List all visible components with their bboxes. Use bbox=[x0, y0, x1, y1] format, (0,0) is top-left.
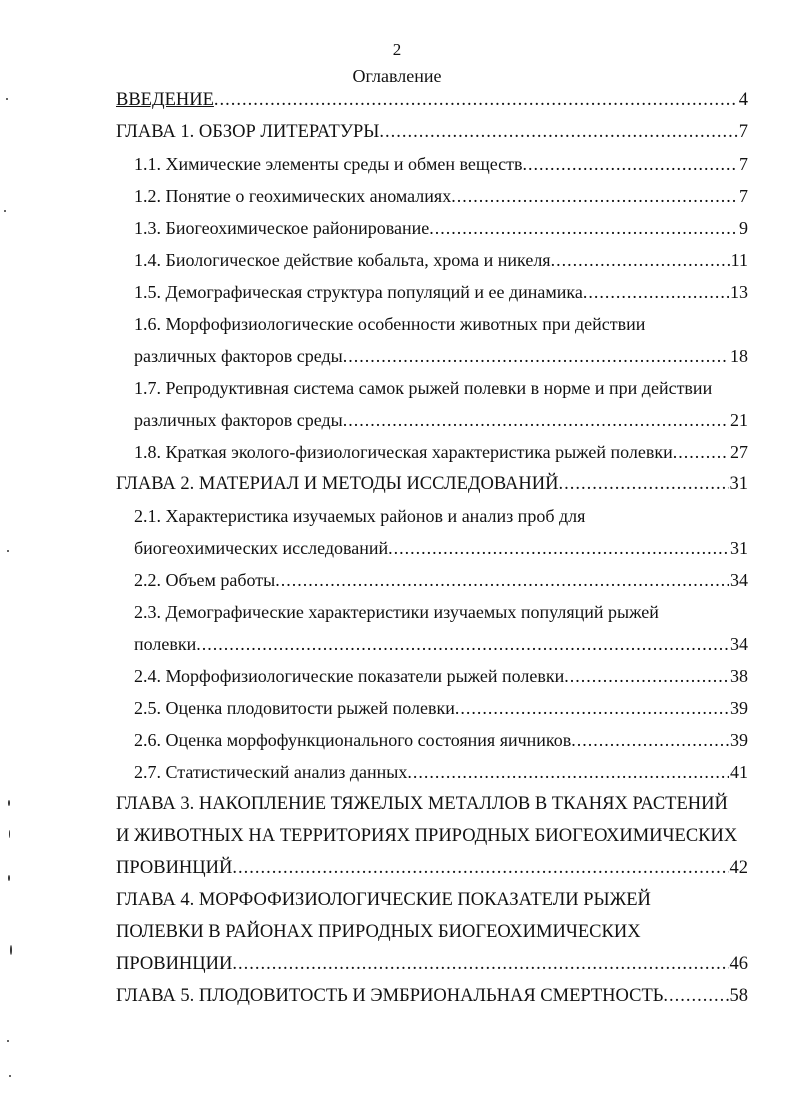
toc-entry-page: 11 bbox=[730, 250, 748, 270]
leader-dots bbox=[673, 436, 729, 468]
toc-entry-page: 4 bbox=[738, 90, 748, 110]
toc-entry-label: 2.6. Оценка морфофункционального состояния яичников bbox=[134, 730, 572, 750]
leader-dots bbox=[343, 404, 729, 436]
scan-speck bbox=[6, 98, 8, 100]
scan-speck bbox=[8, 875, 10, 881]
leader-dots bbox=[232, 852, 728, 884]
toc-entry-label-line1: 2.1. Характеристика изучаемых районов и анализ проб для bbox=[134, 506, 586, 526]
leader-dots bbox=[388, 532, 729, 564]
toc-entry-label: различных факторов среды bbox=[134, 346, 343, 366]
toc-entry-chapter-5[interactable] bbox=[116, 980, 748, 1012]
toc-entry-label-line1: 2.3. Демографические характеристики изучаемых популяций рыжей bbox=[134, 602, 659, 622]
leader-dots bbox=[214, 84, 738, 116]
scan-speck bbox=[7, 1040, 9, 1042]
toc-entry-page: 13 bbox=[730, 282, 748, 302]
toc-entry-page: 21 bbox=[730, 410, 748, 430]
toc-entry-1-6[interactable] bbox=[134, 308, 748, 372]
toc-entry-page: 7 bbox=[739, 186, 748, 206]
leader-dots bbox=[558, 468, 728, 500]
toc-entry-page: 34 bbox=[730, 634, 748, 654]
toc-entry-page: 39 bbox=[730, 698, 748, 718]
toc-entry-label: 2.5. Оценка плодовитости рыжей полевки bbox=[134, 698, 455, 718]
toc-entry-2-7[interactable] bbox=[134, 756, 748, 788]
scan-speck bbox=[10, 945, 12, 955]
toc-entry-label: ГЛАВА 2. МАТЕРИАЛ И МЕТОДЫ ИССЛЕДОВАНИЙ bbox=[116, 474, 559, 494]
toc-entry-label: 2.4. Морфофизиологические показатели рыжей полевки bbox=[134, 666, 565, 686]
toc-entry-page: 38 bbox=[730, 666, 748, 686]
toc-entry-page: 7 bbox=[739, 154, 748, 174]
leader-dots bbox=[196, 628, 729, 660]
toc-entry-label: полевки bbox=[134, 634, 197, 654]
toc-entry-introduction[interactable] bbox=[116, 84, 748, 116]
toc-entry-page: 41 bbox=[730, 762, 748, 782]
leader-dots bbox=[564, 660, 729, 692]
toc-entry-2-4[interactable] bbox=[134, 660, 748, 692]
scan-speck bbox=[7, 550, 9, 552]
leader-dots bbox=[551, 244, 730, 276]
leader-dots bbox=[455, 692, 729, 724]
toc-entry-page: 9 bbox=[739, 218, 748, 238]
toc-entry-label: 1.5. Демографическая структура популяций и ее динамика bbox=[134, 282, 583, 302]
toc-entry-label: 1.2. Понятие о геохимических аномалиях bbox=[134, 186, 452, 206]
toc-entry-label: 1.3. Биогеохимическое районирование bbox=[134, 218, 430, 238]
leader-dots bbox=[429, 212, 738, 244]
toc-entry-page: 7 bbox=[738, 122, 748, 142]
toc-entry-chapter-1[interactable] bbox=[116, 116, 748, 148]
toc-entry-1-4[interactable] bbox=[134, 244, 748, 276]
toc-entry-page: 18 bbox=[730, 346, 748, 366]
toc-entry-page: 58 bbox=[729, 986, 748, 1006]
leader-dots bbox=[571, 724, 729, 756]
leader-dots bbox=[379, 116, 737, 148]
toc-entry-page: 39 bbox=[730, 730, 748, 750]
toc-entry-2-6[interactable] bbox=[134, 724, 748, 756]
leader-dots bbox=[663, 980, 728, 1012]
toc-entry-2-2[interactable] bbox=[134, 564, 748, 596]
scan-speck bbox=[9, 1075, 11, 1077]
toc-entry-1-5[interactable] bbox=[134, 276, 748, 308]
toc-entry-1-3[interactable] bbox=[134, 212, 748, 244]
toc-entry-label: 1.1. Химические элементы среды и обмен веществ bbox=[134, 154, 523, 174]
toc-entry-label: ПРОВИНЦИИ bbox=[116, 954, 233, 974]
toc-entry-label-line1: 1.7. Репродуктивная система самок рыжей полевки в норме и при действии bbox=[134, 378, 713, 398]
toc-entry-label: ВВЕДЕНИЕ bbox=[116, 90, 214, 110]
toc-entry-page: 46 bbox=[729, 954, 748, 974]
toc-entry-1-7[interactable] bbox=[134, 372, 748, 436]
toc-entry-label: ГЛАВА 5. ПЛОДОВИТОСТЬ И ЭМБРИОНАЛЬНАЯ СМЕРТНОСТЬ bbox=[116, 986, 664, 1006]
leader-dots bbox=[232, 948, 728, 980]
toc-entry-2-5[interactable] bbox=[134, 692, 748, 724]
toc-entry-label: биогеохимических исследований bbox=[134, 538, 389, 558]
toc-entry-page: 34 bbox=[730, 570, 748, 590]
toc-entry-label-line2: И ЖИВОТНЫХ НА ТЕРРИТОРИЯХ ПРИРОДНЫХ БИОГЕОХИМИЧЕСКИХ bbox=[116, 826, 738, 846]
toc-title: Оглавление bbox=[352, 66, 442, 86]
toc-entry-2-1[interactable] bbox=[134, 500, 748, 564]
toc-entry-page: 27 bbox=[730, 442, 748, 462]
toc-entry-label: 2.7. Статистический анализ данных bbox=[134, 762, 408, 782]
leader-dots bbox=[523, 148, 738, 180]
leader-dots bbox=[275, 564, 729, 596]
toc-entry-label: 1.4. Биологическое действие кобальта, хрома и никеля bbox=[134, 250, 551, 270]
leader-dots bbox=[407, 756, 729, 788]
toc-entry-1-2[interactable] bbox=[134, 180, 748, 212]
toc-entry-label: различных факторов среды bbox=[134, 410, 343, 430]
page-number: 2 bbox=[392, 40, 402, 59]
leader-dots bbox=[583, 276, 729, 308]
toc-entry-label-line1: ГЛАВА 4. МОРФОФИЗИОЛОГИЧЕСКИЕ ПОКАЗАТЕЛИ РЫЖЕЙ bbox=[116, 890, 651, 910]
toc-entry-label-line1: ГЛАВА 3. НАКОПЛЕНИЕ ТЯЖЕЛЫХ МЕТАЛЛОВ В ТКАНЯХ РАСТЕНИЙ bbox=[116, 794, 728, 814]
toc-entry-1-8[interactable] bbox=[134, 436, 748, 468]
toc-entry-label: 1.8. Краткая эколого-физиологическая характеристика рыжей полевки bbox=[134, 442, 673, 462]
scan-speck bbox=[8, 800, 10, 806]
toc-entry-label-line1: 1.6. Морфофизиологические особенности животных при действии bbox=[134, 314, 646, 334]
leader-dots bbox=[343, 340, 729, 372]
toc-entry-page: 31 bbox=[729, 474, 748, 494]
toc-entry-label-line2: ПОЛЕВКИ В РАЙОНАХ ПРИРОДНЫХ БИОГЕОХИМИЧЕСКИХ bbox=[116, 922, 641, 942]
toc-entry-page: 42 bbox=[729, 858, 748, 878]
leader-dots bbox=[451, 180, 738, 212]
toc-entry-label: 2.2. Объем работы bbox=[134, 570, 276, 590]
toc-entry-label: ГЛАВА 1. ОБЗОР ЛИТЕРАТУРЫ bbox=[116, 122, 380, 142]
toc-entry-2-3[interactable] bbox=[134, 596, 748, 660]
toc-entry-chapter-4[interactable] bbox=[116, 884, 748, 980]
toc-entry-chapter-2[interactable] bbox=[116, 468, 748, 500]
scan-speck bbox=[4, 210, 6, 212]
toc-entry-chapter-3[interactable] bbox=[116, 788, 748, 884]
toc-entry-1-1[interactable] bbox=[134, 148, 748, 180]
scan-speck bbox=[9, 830, 10, 838]
toc-entry-label: ПРОВИНЦИЙ bbox=[116, 858, 233, 878]
toc-entry-page: 31 bbox=[730, 538, 748, 558]
